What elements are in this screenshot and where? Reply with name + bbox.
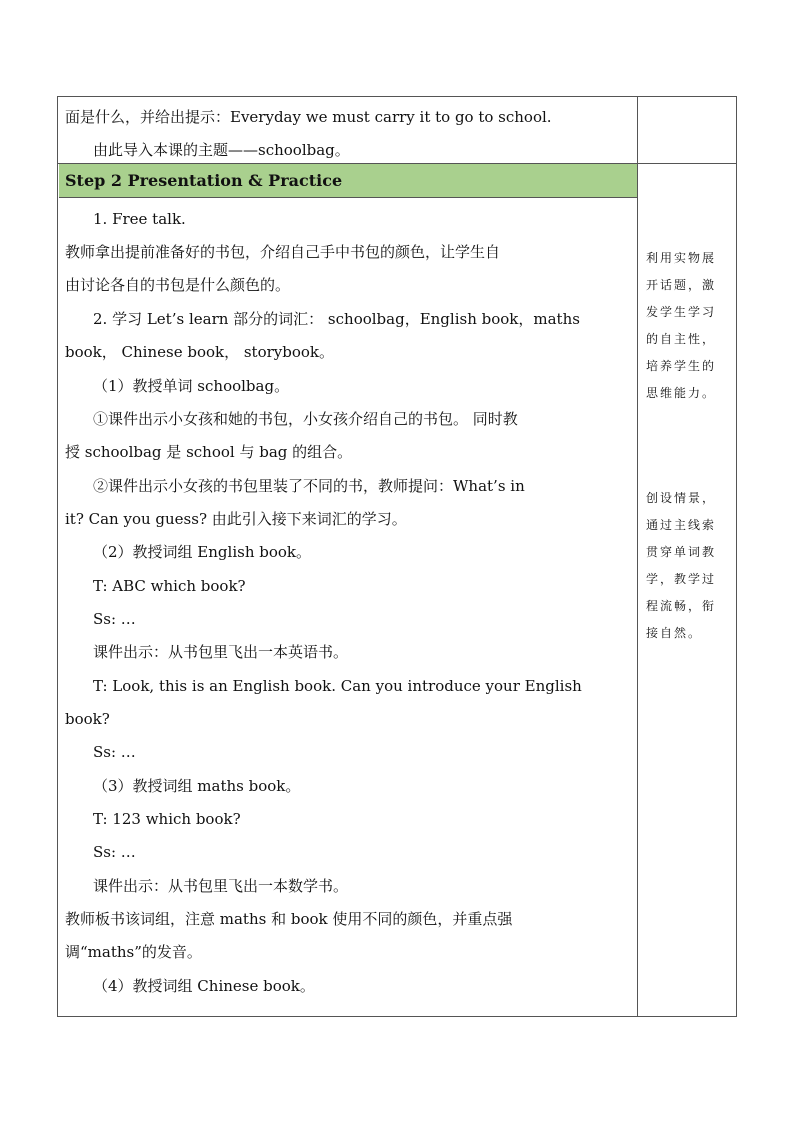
content-line: 教师板书该词组，注意 maths 和 book 使用不同的颜色，并重点强 [65,910,513,928]
note-line: 接自然。 [646,626,703,640]
top-cell-line-1: 面是什么，并给出提示：Everyday we must carry it to go to school. [65,108,552,126]
content-line: （1）教授单词 schoolbag。 [93,377,290,395]
content-line: 2. 学习 Let’s learn 部分的词汇： schoolbag，English book，maths [93,310,580,328]
content-line: 由讨论各自的书包是什么颜色的。 [65,276,291,294]
content-line: ①课件出示小女孩和她的书包，小女孩介绍自己的书包。 同时教 [93,410,518,428]
step-header-title: Step 2 Presentation & Practice [65,171,343,190]
lesson-plan-table [57,96,737,1017]
content-line: 课件出示：从书包里飞出一本数学书。 [93,877,349,895]
content-line: 授 schoolbag 是 school 与 bag 的组合。 [65,443,353,461]
note-line: 发学生学习 [646,305,717,319]
content-line: 教师拿出提前准备好的书包，介绍自己手中书包的颜色，让学生自 [65,243,501,261]
note-line: 贯穿单词教 [646,545,717,559]
content-line: 调“maths”的发音。 [65,943,202,961]
note-line: 的自主性， [646,332,717,346]
content-line: （3）教授词组 maths book。 [93,777,301,795]
content-line: Ss: … [93,743,136,761]
content-line: 1. Free talk. [93,210,186,228]
step-header [59,164,637,198]
note-line: 利用实物展 [646,251,717,265]
content-line: Ss: … [93,843,136,861]
content-line: ②课件出示小女孩的书包里装了不同的书，教师提问：What’s in [93,477,525,495]
content-line: （4）教授词组 Chinese book。 [93,977,315,995]
note-line: 学，教学过 [646,572,717,586]
note-line: 思维能力。 [646,386,717,400]
content-line: T: 123 which book? [93,810,241,828]
note-line: 培养学生的 [646,359,717,373]
note-line: 开话题，激 [646,278,717,292]
content-line: Ss: … [93,610,136,628]
note-line: 程流畅，衔 [646,599,717,613]
content-line: book? [65,710,110,728]
content-line: book， Chinese book， storybook。 [65,343,335,361]
column-divider [637,97,638,1016]
content-line: T: Look, this is an English book. Can you introduce your English [93,677,582,695]
content-line: （2）教授词组 English book。 [93,543,311,561]
note-line: 创设情景， [646,491,717,505]
content-line: it? Can you guess? 由此引入接下来词汇的学习。 [65,510,407,528]
top-cell-line-2: 由此导入本课的主题——schoolbag。 [93,141,350,159]
note-line: 通过主线索 [646,518,717,532]
content-line: T: ABC which book? [93,577,246,595]
content-line: 课件出示：从书包里飞出一本英语书。 [93,643,349,661]
